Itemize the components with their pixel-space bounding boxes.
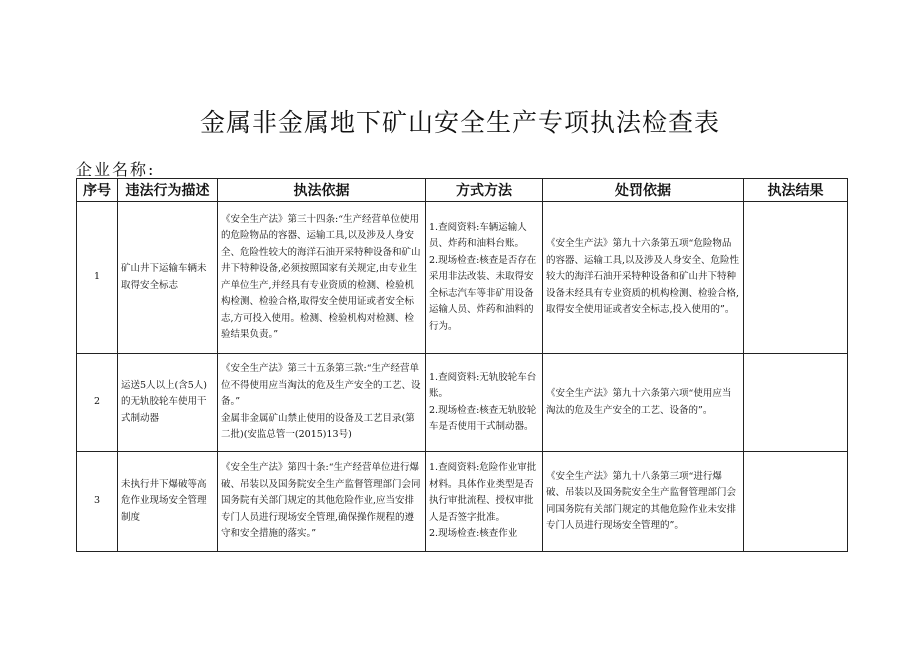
row-no: 3 bbox=[77, 452, 118, 552]
company-name-label: 企业名称: bbox=[76, 160, 156, 179]
row-no: 1 bbox=[77, 202, 118, 354]
header-basis: 执法依据 bbox=[218, 179, 426, 202]
row-penalty: 《安全生产法》第九十六条第六项“使用应当淘汰的危及生产安全的工艺、设备的”。 bbox=[543, 354, 744, 452]
method-step: 1.查阅资料:无轨胶轮车台账。 bbox=[429, 371, 537, 399]
row-violation: 未执行井下爆破等高危作业现场安全管理制度 bbox=[118, 452, 218, 552]
row-result[interactable] bbox=[744, 354, 848, 452]
method-step: 2.现场检查:核查是否存在采用非法改装、未取得安全标志汽车等非矿用设备运输人员、炸药和油料的行为。 bbox=[429, 254, 537, 332]
row-no: 2 bbox=[77, 354, 118, 452]
document-title: 金属非金属地下矿山安全生产专项执法检查表 bbox=[199, 108, 720, 137]
table-header-row bbox=[77, 179, 848, 202]
row-basis: 《安全生产法》第四十条:“生产经营单位进行爆破、吊装以及国务院安全生产监督管理部门会同国务院有关部门规定的其他危险作业,应当安排专门人员进行现场安全管理,确保操作规程的遵守和安全措施的落实。” bbox=[218, 452, 426, 552]
header-violation: 违法行为描述 bbox=[118, 179, 218, 202]
header-no: 序号 bbox=[77, 179, 118, 202]
basis-item: 《安全生产法》第三十五条第三款:“生产经营单位不得使用应当淘汰的危及生产安全的工艺、设备。” bbox=[221, 363, 421, 408]
header-method: 方式方法 bbox=[426, 179, 543, 202]
row-basis: 《安全生产法》第三十四条:“生产经营单位使用的危险物品的容器、运输工具,以及涉及人身安全、危险性较大的海洋石油开采特种设备和矿山井下特种设备,必须按照国家有关规定,由专业生产单位生产,并经具有专业资质的检测、检验机构检测、检验合格,取得安全使用证或者安全标志,方可投入使用。检测、检验机构对检测、检验结果负责。” bbox=[218, 202, 426, 354]
row-method bbox=[426, 202, 543, 354]
row-result[interactable] bbox=[744, 202, 848, 354]
row-violation: 运送5人以上(含5人)的无轨胶轮车使用干式制动器 bbox=[118, 354, 218, 452]
method-step: 2.现场检查:核查无轨胶轮车是否使用干式制动器。 bbox=[429, 404, 537, 432]
row-penalty: 《安全生产法》第九十八条第三项“进行爆破、吊装以及国务院安全生产监督管理部门会同国务院有关部门规定的其他危险作业未安排专门人员进行现场安全管理的”。 bbox=[543, 452, 744, 552]
basis-item: 金属非金属矿山禁止使用的设备及工艺目录(第二批)(安监总管一(2015)13号) bbox=[221, 412, 415, 441]
method-step: 2.现场检查:核查作业 bbox=[429, 528, 518, 540]
table-row bbox=[77, 354, 848, 452]
method-step: 1.查阅资料:危险作业审批材料。具体作业类型是否执行审批流程、授权审批人是否签字批准。 bbox=[429, 462, 537, 523]
header-result: 执法结果 bbox=[744, 179, 848, 202]
method-step: 1.查阅资料:车辆运输人员、炸药和油料台账。 bbox=[429, 221, 527, 250]
row-violation: 矿山井下运输车辆未取得安全标志 bbox=[118, 202, 218, 354]
row-basis bbox=[218, 354, 426, 452]
inspection-table bbox=[76, 178, 848, 552]
row-result[interactable] bbox=[744, 452, 848, 552]
table-row bbox=[77, 452, 848, 552]
table-row bbox=[77, 202, 848, 354]
row-method bbox=[426, 452, 543, 552]
row-penalty: 《安全生产法》第九十六条第五项“危险物品的容器、运输工具,以及涉及人身安全、危险性较大的海洋石油开采特种设备和矿山井下特种设备未经具有专业资质的机构检测、检验合格,取得安全使用证或者安全标志,投入使用的”。 bbox=[543, 202, 744, 354]
header-penalty: 处罚依据 bbox=[543, 179, 744, 202]
row-method bbox=[426, 354, 543, 452]
